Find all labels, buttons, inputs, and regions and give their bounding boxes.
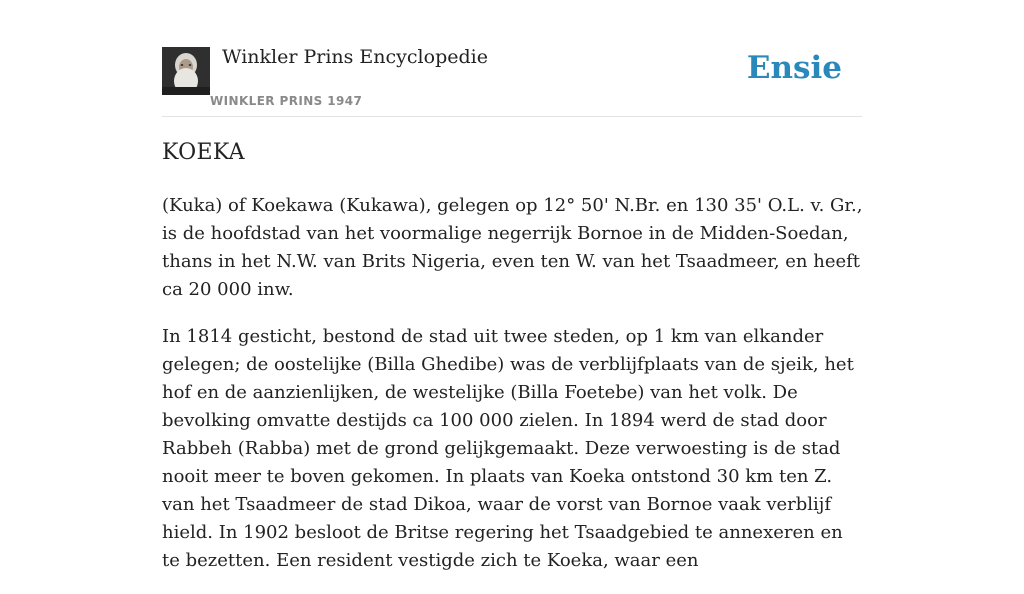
- article-paragraph: In 1814 gesticht, bestond de stad uit twee steden, op 1 km van elkander gelegen; de oostelijke (Billa Ghedibe) was de verblijfplaats van de sjeik, het hof en de aanzienlijken, de westelijke (Billa Foetebe) van het volk. De bevolking omvatte destijds ca 100 000 zielen. In 1894 werd de stad door Rabbeh (Rabba) met de grond gelijkgemaakt. Deze verwoesting is de stad nooit meer te boven gekomen. In plaats van Koeka ontstond 30 km ten Z. van het Tsaadmeer de stad Dikoa, waar de vorst van Bornoe vaak verblijf hield. In 1902 besloot de Britse regering het Tsaadgebied te annexeren en te bezetten. Een resident vestigde zich te Koeka, waar een: [162, 326, 854, 571]
- edition-label[interactable]: WINKLER PRINS 1947: [210, 94, 363, 108]
- article-body: [162, 192, 866, 594]
- ensie-logo[interactable]: Ensie: [746, 50, 842, 86]
- author-name-link[interactable]: Winkler Prins Encyclopedie: [222, 46, 488, 68]
- bearded-man-portrait-icon: [162, 47, 210, 95]
- site-header: [162, 44, 862, 117]
- author-avatar[interactable]: [162, 47, 210, 95]
- article-paragraph: (Kuka) of Koekawa (Kukawa), gelegen op 12° 50' N.Br. en 130 35' O.L. v. Gr., is de hoofdstad van het voormalige negerrijk Bornoe in de Midden-Soedan, thans in het N.W. van Brits Nigeria, even ten W. van het Tsaadmeer, en heeft ca 20 000 inw.: [162, 195, 863, 300]
- article-title: KOEKA: [162, 140, 245, 165]
